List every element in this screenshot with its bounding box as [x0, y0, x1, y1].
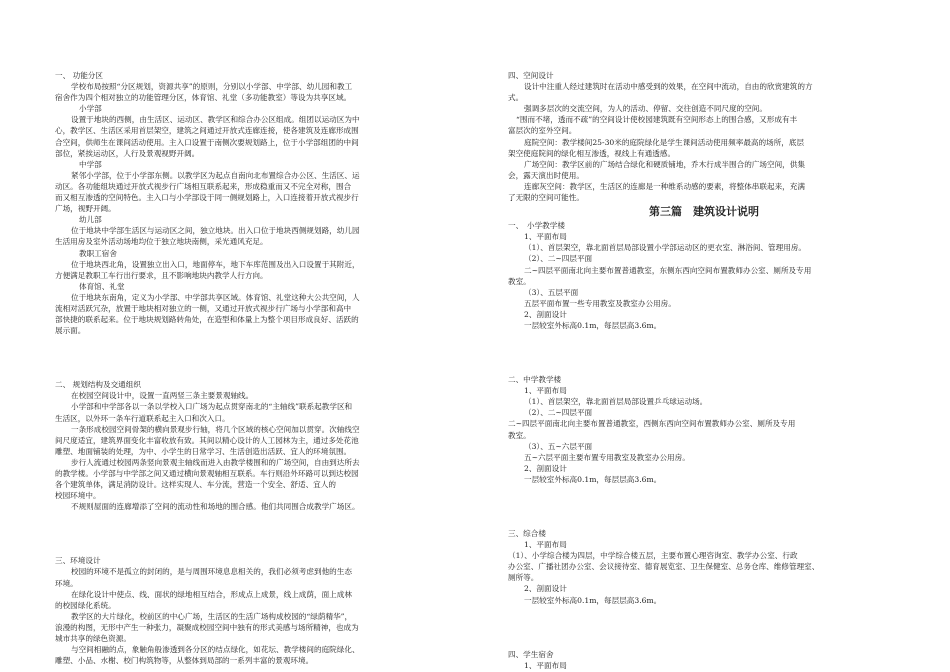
- text-line: 了无限的空间可能性。: [508, 193, 584, 203]
- text-line: 小学部: [79, 104, 102, 114]
- text-line: 紧邻小学部，位于小学部东侧。以教学区为起点自南向北布置综合办公区、生活区、运: [71, 170, 360, 180]
- text-line: “围而不堵，透而不疏”的空间设计使校园建筑既有空间形态上的围合感，又形成有丰: [516, 115, 798, 125]
- text-line: 在绿化设计中使点、线、面状的绿地相互结合，形成点上成景，线上成荫，面上成林: [71, 589, 352, 599]
- text-line: （2）、二~四层平面: [524, 254, 593, 264]
- text-line: 环境。: [55, 578, 78, 588]
- text-line: （1）、小学综合楼为四层，中学综合楼五层，主要布置心理咨询室、教学办公室、行政: [508, 551, 798, 561]
- right-column-top: [508, 70, 900, 203]
- text-line: 三、环境设计: [55, 556, 101, 566]
- text-line: （3）、五~六层平面: [524, 441, 593, 451]
- text-line: 1、平面布局: [524, 540, 567, 550]
- text-line: 设置于地块的西侧，由生活区、运动区、教学区和综合办公区组成。组团以运动区为中: [71, 115, 360, 125]
- text-line: 间尺度适宜，建筑界面变化丰富收放有致。其间以精心设计的人工园林为主，通过多处花池: [55, 435, 359, 445]
- text-line: （3）、五层平面: [524, 287, 579, 297]
- text-line: 连廊灰空间：教学区，生活区的连廊是一种维系动感的要素，将整体串联起来，充满: [524, 181, 805, 191]
- text-line: 不规则屋面的连廊增添了空间的流动性和场地的围合感。他们共同围合成教学广场区。: [71, 502, 360, 512]
- text-line: 各个建筑单体，满足消防设计。这样实现人、车分流，营造一个安全、舒适、宜人的: [55, 480, 336, 490]
- text-line: 教职工宿舍: [79, 248, 117, 258]
- text-line: 的校园绿化系统。: [55, 600, 116, 610]
- text-line: 城市共享的绿色资源。: [55, 634, 131, 644]
- text-line: 一层较室外标高0.1m，每层层高3.6m。: [524, 595, 662, 605]
- text-line: （1）、首层架空，靠北面首层局部设置小学部运动区的更衣室、淋浴间、管理用房。: [524, 243, 806, 253]
- text-line: 的教学楼。小学部与中学部之间又通过横向景观轴相互联系。车行则沿外环路可以到达校园: [55, 469, 359, 478]
- text-line: 会，露天演出时使用。: [508, 170, 584, 180]
- text-line: 流相对活跃冗杂，放置于地块相对独立的一侧，又通过开放式视步行广场与小学部和高中: [55, 303, 352, 313]
- text-line: （2）、二~四层平面: [524, 408, 593, 418]
- text-line: 幼儿部: [79, 215, 102, 225]
- part-title: 第三篇 建筑设计说明: [649, 205, 759, 219]
- paragraph-gap: [508, 622, 900, 633]
- text-line: 庭院空间：教学楼间25-30米的庭院绿化是学生课间活动使用频率最高的场所，底层: [524, 137, 805, 147]
- text-line: 小学部和中学部各以一条以学校入口广场为起点贯穿南北的“主轴线”联系起教学区和: [71, 402, 353, 412]
- text-line: 体育馆、礼堂: [79, 281, 125, 291]
- text-line: 步行人流通过校园两条竖向景观主轴线而进入由教学楼围和的广场空间，自由到达所去: [71, 457, 360, 467]
- text-line: 学校布局按照“分区规划，资源共享”的原则，分别以小学部、中学部、幼儿园和教工: [71, 82, 353, 92]
- text-line: 教室。: [508, 430, 531, 440]
- text-line: 一、 小学教学楼: [508, 221, 565, 231]
- text-line: 1、平面布局: [524, 386, 567, 396]
- text-line: （1）、首层架空，靠北面首层局部设置乒乓球运动场。: [524, 397, 708, 407]
- right-column: [508, 70, 900, 671]
- text-line: 一层较室外标高0.1m，每层层高3.6m。: [524, 474, 662, 484]
- text-line: 中学部: [79, 159, 102, 169]
- paragraph-gap: [55, 528, 470, 539]
- text-line: 强调多层次的交流空间，为人的活动、停留、交往创造不同尺度的空间。: [524, 104, 767, 114]
- text-line: 生活用房及室外活动场地均位于独立地块南侧，采光通风充足。: [55, 237, 268, 247]
- text-line: 而又相互渗透的空间特色。主入口与小学部设于同一侧规划路上，入口连接着开放式视步行: [55, 193, 359, 203]
- text-line: 宿舍作为四个相对独立的功能管理分区，体育馆、礼堂（多功能教室）等设为共享区域。: [55, 93, 352, 103]
- text-line: 广场，视野开阔。: [55, 204, 116, 214]
- text-line: 五~六层平面主要布置专用教室及教室办公用房。: [524, 452, 690, 462]
- text-line: 浪漫的构图，无形中产生一种张力，凝聚成校园空间中独有的形式美感与场所精神，也成为: [55, 622, 359, 632]
- text-line: 一条形成校园空间骨架的横向景观步行轴，将几个区域的核心空间加以贯穿。次轴线空: [71, 424, 360, 434]
- text-line: 教学区的大片绿化，校前区的中心广场，生活区的生活广场构成校园的“绿荫精华”，: [71, 611, 353, 621]
- text-line: 教室。: [508, 276, 531, 286]
- text-line: 位于地块中学部生活区与运动区之间，独立地块。出入口位于地块西侧规划路，幼儿园: [71, 226, 360, 236]
- text-line: 生活区，以外环一条车行道联系起主入口和次入口。: [55, 413, 230, 423]
- text-line: 位于地块西北角，设置独立出入口，地面停车，地下车库范围及出入口设置于其附近，: [71, 259, 360, 269]
- text-line: 2、剖面设计: [524, 309, 567, 319]
- text-line: 一、 功能分区: [55, 71, 103, 80]
- text-line: 雕塑、地面铺装的处理，为中、小学生的日常学习、生活创造出活跃、宜人的环境氛围。: [55, 446, 352, 456]
- text-line: 广场空间：教学区前的广场结合绿化和硬质铺地，乔木行成半围合的广场空间，供集: [524, 159, 805, 169]
- paragraph-gap: [55, 352, 470, 363]
- text-line: 位于地块东南角，定义为小学部、中学部共享区域。体育馆、礼堂这种大公共空间，人: [71, 292, 360, 302]
- right-column-bottom: [508, 220, 900, 671]
- text-line: 五层平面布置一些专用教室及教室办公用房。: [524, 298, 676, 308]
- text-line: 1、平面布局: [524, 232, 567, 242]
- text-line: 三、综合楼: [508, 529, 546, 538]
- text-line: 四、空间设计: [508, 71, 554, 80]
- text-line: 架空使庭院间的绿化相互渗透，视线上有通透感。: [508, 148, 676, 158]
- left-column: [55, 70, 470, 666]
- text-line: 设计中注重人经过建筑时在活动中感受到的效果，在空间中流动，自由的欣赏建筑的方: [524, 82, 813, 92]
- text-line: 二、 规划结构及交通组织: [55, 380, 141, 390]
- paragraph-gap: [508, 501, 900, 512]
- text-line: 与空间相融的点，象触角般渗透到各分区的结点绿化，如花坛、教学楼间的庭院绿化、: [71, 645, 360, 655]
- text-line: 合空间，供师生在课间活动使用。主入口设置于南侧次要规划路上，位于小学部组团的中间: [55, 137, 359, 147]
- text-line: 在校园空间设计中，设置一直两竖三条主要景观轴线。: [71, 391, 254, 401]
- text-line: 2、剖面设计: [524, 584, 567, 594]
- text-line: 校园的环境不是孤立的封闭的，是与周围环境息息相关的，我们必须考虑到他的生态: [71, 567, 352, 577]
- text-line: 方便满足教职工车行出行要求，且不影响地块内教学人行方向。: [55, 270, 268, 280]
- text-line: 动区。各功能组块通过开放式视步行广场相互联系起来，形成稳重而又不完全对称，围合: [55, 181, 352, 191]
- text-line: 1、平面布局: [524, 660, 567, 670]
- text-line: 富层次的室外空间。: [508, 126, 577, 136]
- text-line: 四、学生宿舍: [508, 649, 554, 659]
- text-line: 部快捷的联系起来。位于地块规划路转角处，在造型和体量上为整个项目形成良好、活跃的: [55, 315, 359, 325]
- text-line: 办公室、广播社团办公室、会议接待室、德育展览室、卫生保健室、总务仓库、维修管理室、: [508, 562, 820, 572]
- text-line: 二~四层平面南北向主要布置普通教室，西侧东西向空间布置教师办公室、厕所及专用: [508, 419, 796, 429]
- text-line: 部位，紧挨运动区，人行及景观视野开阔。: [55, 148, 200, 158]
- text-line: 心，教学区、生活区采用首层架空，建筑之间通过开放式连廊连接，使各建筑及连廊形成围: [55, 126, 359, 136]
- text-line: 二、中学教学楼: [508, 375, 562, 385]
- text-line: 二~四层平面南北向主要布置普通教室，东侧东西向空间布置教师办公室、厕所及专用: [524, 265, 812, 275]
- text-line: 展示面。: [55, 326, 86, 336]
- paragraph-gap: [508, 347, 900, 358]
- text-line: 2、剖面设计: [524, 463, 567, 473]
- text-line: 雕塑、小品、水榭、校门构筑物等，从整体到局部的一系列丰富的景观环境。: [55, 656, 314, 666]
- text-line: 式。: [508, 93, 524, 103]
- text-line: 厕所等。: [508, 573, 539, 583]
- text-line: 校园环境中。: [55, 491, 101, 501]
- text-line: 一层较室外标高0.1m，每层层高3.6m。: [524, 320, 662, 330]
